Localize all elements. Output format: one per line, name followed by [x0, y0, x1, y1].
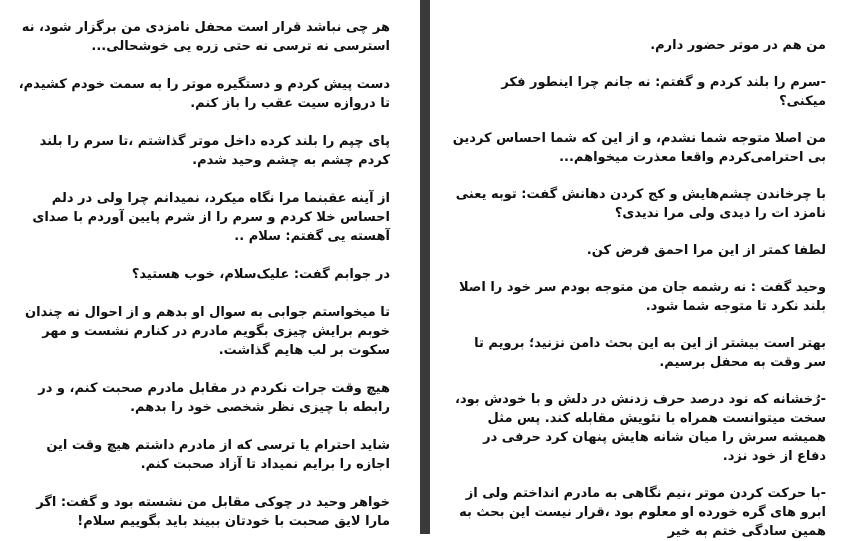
right-paragraph-9: -با حرکت کردن موتر ،نیم نگاهی به مادرم انداختم ولی از ابرو های گره خورده او معلوم بود ،قرار نیست این بحث به همین سادگی ختم به خیر: [459, 486, 826, 539]
right-page: [430, 0, 852, 539]
right-paragraph-3: من اصلا متوجه شما نشدم، و از این که شما احساس کردین بی احترامی‌کردم واقعا معذرت میخواهم...: [452, 131, 826, 165]
right-paragraph-1: من هم در موتر حضور دارم.: [650, 38, 826, 53]
left-page: [0, 0, 420, 534]
right-paragraph-8: -رُخشانه که نود درصد حرف زدنش در دلش و با خودش بود، سخت میتوانست همراه با نئویش مقابله کند. پس مثل همیشه سرش را میان شانه هایش پنهان کرد حرفی در دفاع از خود نزد.: [455, 392, 826, 464]
left-paragraph-9: خواهر وحید در چوکی مقابل من نشسته بود و گفت: اگر مارا لایق صحبت با خودتان ببیند باید بگوییم سلام!: [36, 495, 390, 529]
left-paragraph-8: شاید احترام یا ترسی که از مادرم داشتم هیچ وقت این اجازه را برایم نمیداد تا آزاد صحبت کنم.: [46, 438, 390, 472]
left-paragraph-7: هیچ وقت جرات نکردم در مقابل مادرم صحبت کنم، و در رابطه با چیزی نظر شخصی خود را بدهم.: [38, 381, 390, 415]
right-paragraph-4: با چرخاندن چشم‌هایش و کج کردن دهانش گفت: توبه یعنی نامزد ات را دیدی ولی مرا ندیدی؟: [455, 187, 826, 221]
left-paragraph-3: پای چپم را بلند کرده داخل موتر گذاشتم ،تا سرم را بلند کردم چشم به چشم وحید شدم.: [39, 134, 390, 168]
right-paragraph-5: لطفا کمتر از این مرا احمق فرض کن.: [586, 243, 826, 258]
right-paragraph-2: -سرم را بلند کردم و گفتم: نه جانم چرا اینطور فکر میکنی؟: [501, 75, 826, 109]
left-paragraph-6: تا میخواستم جوابی به سوال او بدهم و از احوال نه چندان خوبم برایش چیزی بگویم مادرم در کنارم نشست و مهر سکوت بر لب هایم گذاشت.: [25, 305, 390, 358]
left-paragraph-1: هر چی نباشد قرار است محفل نامزدی من برگزار شود، نه استرسی نه ترسی نه حتی زره یی خوشحالی...: [21, 20, 390, 54]
right-paragraph-6: وحید گفت : نه رشمه جان من متوجه بودم سر خود را اصلا بلند نکرد تا متوجه شما شود.: [458, 280, 826, 314]
left-paragraph-2: دست پیش کردم و دستگیره موتر را به سمت خودم کشیدم، تا دروازه سیت عقب را باز کنم.: [18, 77, 390, 111]
right-paragraph-7: بهتر است بیشتر از این به این بحث دامن نزنید؛ برویم تا سر وقت به محفل برسیم.: [474, 336, 826, 370]
left-paragraph-5: در جوابم گفت: علیک‌سلام، خوب هستید؟: [131, 267, 390, 282]
left-paragraph-4: از آینه عقبنما مرا نگاه میکرد، نمیدانم چرا ولی در دلم احساس خلا کردم و سرم را از شرم پایین آوردم با صدای آهسته یی گفتم: سلام ..: [32, 191, 390, 244]
page-divider: [420, 0, 430, 534]
